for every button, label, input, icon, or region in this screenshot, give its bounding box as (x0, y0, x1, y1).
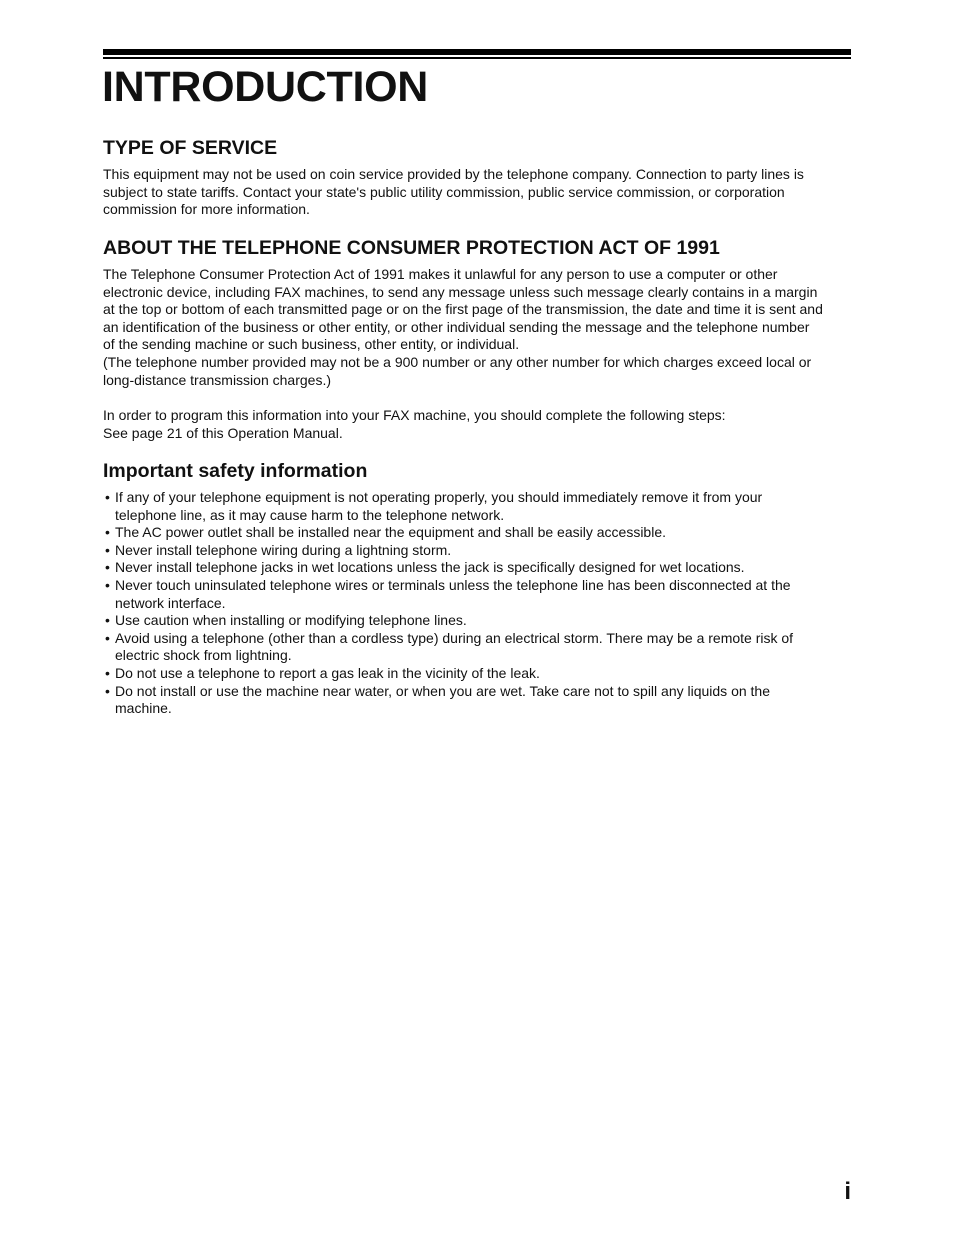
list-item-text: Never touch uninsulated telephone wires or terminals unless the telephone line has been disconnected at the (115, 576, 791, 593)
list-item-text: telephone line, as it may cause harm to the telephone network. (115, 506, 505, 523)
list-item-text: Never install telephone jacks in wet locations unless the jack is specifically designed for wet locations. (115, 559, 745, 576)
header-rule-thin (103, 57, 851, 59)
list-item-text: Do not install or use the machine near water, or when you are wet. Take care not to spill any liquids on the (115, 682, 770, 699)
page-title: INTRODUCTION (102, 63, 429, 111)
bullet-icon: • (105, 576, 110, 593)
list-item (103, 542, 851, 560)
list-item (103, 489, 851, 524)
list-item-text: Do not use a telephone to report a gas leak in the vicinity of the leak. (115, 664, 540, 681)
text-line: This equipment may not be used on coin service provided by the telephone company. Connection to party lines is (103, 166, 804, 182)
list-item (103, 612, 851, 630)
text-line: (The telephone number provided may not be a 900 number or any other number for which charges exceed local or (103, 353, 812, 370)
list-item-text: machine. (115, 700, 172, 717)
bullet-icon: • (105, 541, 110, 558)
heading-tcpa: ABOUT THE TELEPHONE CONSUMER PROTECTION ACT OF 1991 (103, 237, 720, 259)
heading-safety: Important safety information (103, 460, 368, 482)
bullet-icon: • (105, 664, 110, 681)
bullet-icon: • (105, 682, 110, 699)
bullet-icon: • (105, 612, 110, 629)
bullet-icon: • (105, 524, 110, 541)
paragraph-type-of-service (103, 166, 851, 219)
text-line: commission for more information. (103, 201, 310, 218)
list-item (103, 665, 851, 683)
page-number: i (844, 1178, 851, 1205)
text-line: See page 21 of this Operation Manual. (103, 424, 343, 441)
list-item-text: The AC power outlet shall be installed near the equipment and shall be easily accessible. (115, 524, 666, 541)
list-item-text: Avoid using a telephone (other than a cordless type) during an electrical storm. There may be a remote risk of (115, 629, 794, 646)
list-item (103, 524, 851, 542)
text-line: of the sending machine or such business, other entity, or individual. (103, 336, 520, 353)
list-item (103, 559, 851, 577)
paragraph-tcpa (103, 266, 851, 389)
header-rule-thick (103, 49, 851, 55)
text-line: In order to program this information into your FAX machine, you should complete the following steps: (103, 407, 726, 423)
text-line: subject to state tariffs. Contact your state's public utility commission, public service commission, or corporation (103, 183, 785, 200)
list-item-text: Never install telephone wiring during a lightning storm. (115, 541, 452, 558)
bullet-icon: • (105, 489, 110, 505)
list-item-text: network interface. (115, 594, 226, 611)
paragraph-programming-steps (103, 407, 851, 442)
bullet-icon: • (105, 629, 110, 646)
list-item (103, 630, 851, 665)
text-line: electronic device, including FAX machines, to send any message unless such message clearly contains in a margin (103, 283, 818, 300)
heading-type-of-service: TYPE OF SERVICE (103, 137, 278, 159)
text-line: an identification of the business or other entity, or other individual sending the message and the telephone number (103, 318, 810, 335)
text-line: long-distance transmission charges.) (103, 371, 331, 388)
list-item-text: Use caution when installing or modifying telephone lines. (115, 612, 467, 629)
list-item (103, 683, 851, 718)
list-item-text: If any of your telephone equipment is not operating properly, you should immediately remove it from your (115, 489, 763, 505)
text-line: at the top or bottom of each transmitted page or on the first page of the transmission, the date and time it is sent and (103, 301, 823, 318)
text-line: The Telephone Consumer Protection Act of 1991 makes it unlawful for any person to use a computer or other (103, 266, 778, 282)
list-item (103, 577, 851, 612)
safety-bullet-list (103, 489, 851, 718)
list-item-text: electric shock from lightning. (115, 647, 292, 664)
bullet-icon: • (105, 559, 110, 576)
